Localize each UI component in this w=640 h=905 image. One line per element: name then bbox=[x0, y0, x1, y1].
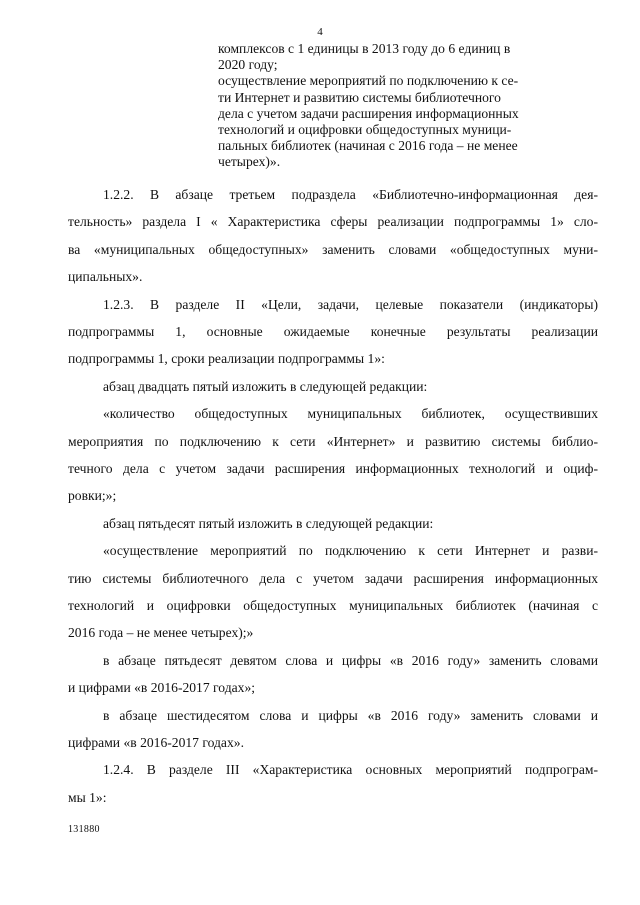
new-text-line: «количество общедоступных муниципальных библиотек, осуществивших bbox=[103, 406, 598, 421]
document-code: 131880 bbox=[68, 824, 100, 835]
new-text-line: мероприятия по подключению к сети «Интернет» и развитию системы библио- bbox=[68, 434, 598, 449]
paragraph-1-2-2-line: ципальных». bbox=[68, 269, 143, 284]
quote-line: дела с учетом задачи расширения информационных bbox=[218, 105, 519, 121]
paragraph-1-2-3-line: 1.2.3. В разделе II «Цели, задачи, целевые показатели (индикаторы) bbox=[103, 297, 598, 312]
paragraph-1-2-4-line: мы 1»: bbox=[68, 790, 107, 805]
new-text-line: ровки;»; bbox=[68, 488, 117, 503]
new-text-line: «осуществление мероприятий по подключению к сети Интернет и разви- bbox=[103, 543, 598, 558]
new-text-line: 2016 года – не менее четырех);» bbox=[68, 625, 254, 640]
quote-line: 2020 году; bbox=[218, 57, 278, 73]
instruction-line: цифрами «в 2016-2017 годах». bbox=[68, 735, 244, 750]
paragraph-1-2-2-line: ва «муниципальных общедоступных» заменить словами «общедоступных муни- bbox=[68, 242, 598, 257]
instruction-line: абзац пятьдесят пятый изложить в следующей редакции: bbox=[103, 516, 434, 531]
paragraph-1-2-2-line: 1.2.2. В абзаце третьем подраздела «Библиотечно-информационная дея- bbox=[103, 187, 598, 202]
new-text-line: течного дела с учетом задачи расширения информационных технологий и оциф- bbox=[68, 461, 598, 476]
quote-line: осуществление мероприятий по подключению к се- bbox=[218, 73, 519, 89]
quote-line: пальных библиотек (начиная с 2016 года – не менее bbox=[218, 138, 518, 154]
paragraph-1-2-2-line: тельность» раздела I « Характеристика сферы реализации подпрограммы 1» сло- bbox=[68, 214, 598, 229]
page-number: 4 bbox=[317, 26, 323, 38]
quote-line: ти Интернет и развитию системы библиотечного bbox=[218, 89, 501, 105]
new-text-line: тию системы библиотечного дела с учетом задачи расширения информационных bbox=[68, 571, 598, 586]
instruction-line: и цифрами «в 2016-2017 годах»; bbox=[68, 680, 256, 695]
instruction-line: абзац двадцать пятый изложить в следующей редакции: bbox=[103, 379, 428, 394]
quote-line: комплексов с 1 единицы в 2013 году до 6 единиц в bbox=[218, 41, 511, 56]
instruction-line: в абзаце шестидесятом слова и цифры «в 2016 году» заменить словами и bbox=[103, 708, 598, 723]
quote-line: четырех)». bbox=[218, 154, 281, 170]
paragraph-1-2-3-line: подпрограммы 1, основные ожидаемые конечные результаты реализации bbox=[68, 324, 598, 339]
quoted-text-block bbox=[218, 41, 558, 171]
quote-line: технологий и оцифровки общедоступных муници- bbox=[218, 122, 512, 138]
instruction-line: в абзаце пятьдесят девятом слова и цифры «в 2016 году» заменить словами bbox=[103, 653, 598, 668]
paragraph-1-2-4-line: 1.2.4. В разделе III «Характеристика основных мероприятий подпрограм- bbox=[103, 762, 598, 777]
new-text-line: технологий и оцифровки общедоступных муниципальных библиотек (начиная с bbox=[68, 598, 598, 613]
paragraph-1-2-3-line: подпрограммы 1, сроки реализации подпрограммы 1»: bbox=[68, 351, 385, 366]
